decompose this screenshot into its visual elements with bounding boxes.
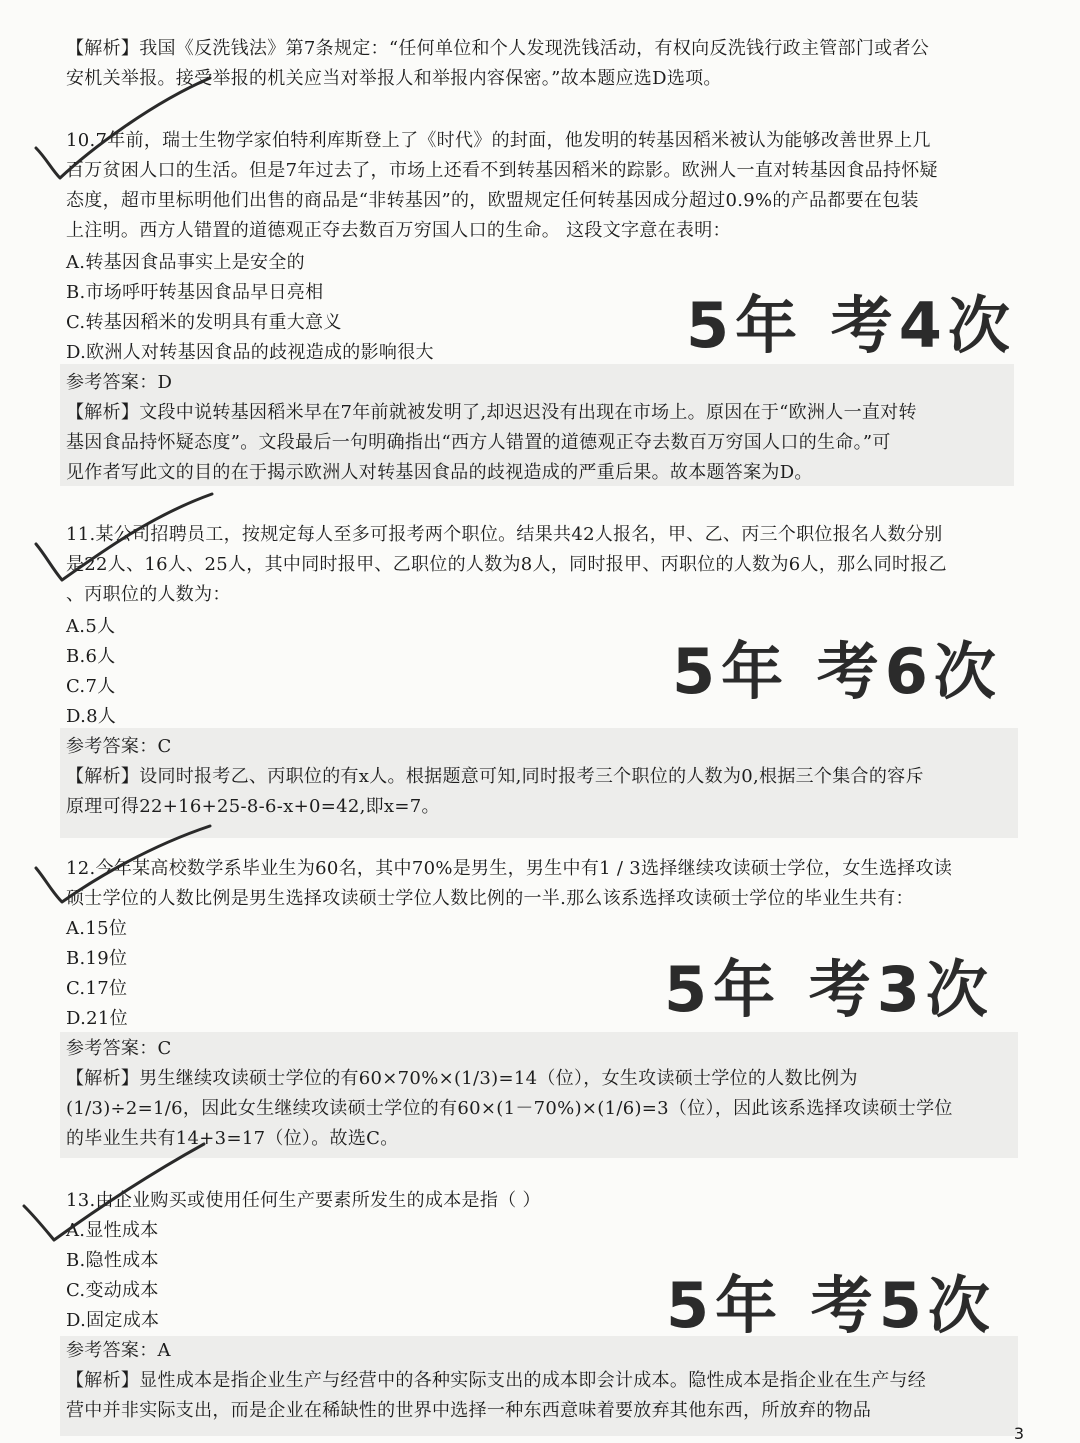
q12-handwritten-note: 5年 考3次	[664, 953, 994, 1026]
q13-analysis-line: 【解析】显性成本是指企业生产与经营中的各种实际支出的成本即会计成本。隐性成本是指企业在生产与经	[66, 1370, 927, 1391]
q10-answer: 参考答案：D	[66, 372, 173, 393]
q13-stem-line: 13.由企业购买或使用任何生产要素所发生的成本是指（ ）	[66, 1190, 541, 1211]
q13-handwritten-note: 5年 考5次	[666, 1269, 996, 1342]
q11-option-c: C.7人	[66, 676, 116, 697]
q12-option-b: B.19位	[66, 948, 128, 969]
q10-stem-line: 10.7年前，瑞士生物学家伯特利库斯登上了《时代》的封面，他发明的转基因稻米被认为能够改善世界上几	[66, 130, 931, 151]
q11-stem-line: 是22人、16人、25人，其中同时报甲、乙职位的人数为8人，同时报甲、丙职位的人数为6人，那么同时报乙	[66, 554, 947, 575]
q11-option-b: B.6人	[66, 646, 116, 667]
q11-answer: 参考答案：C	[66, 736, 172, 757]
q12-stem-line: 12.今年某高校数学系毕业生为60名，其中70%是男生，男生中有1 / 3选择继续攻读硕士学位，女生选择攻读	[66, 858, 953, 879]
q13-option-a: A.显性成本	[66, 1220, 159, 1241]
q13-option-d: D.固定成本	[66, 1310, 160, 1331]
q10-analysis-line: 基因食品持怀疑态度”。文段最后一句明确指出“西方人错置的道德观正夺去数百万穷国人口的生命。”可	[66, 432, 891, 453]
q12-option-c: C.17位	[66, 978, 128, 999]
q11-handwritten-note: 5年 考6次	[672, 635, 1002, 708]
q10-option-a: A.转基因食品事实上是安全的	[66, 252, 305, 273]
q13-option-c: C.变动成本	[66, 1280, 159, 1301]
q10-stem-line: 百万贫困人口的生活。但是7年过去了，市场上还看不到转基因稻米的踪影。欧洲人一直对转基因食品持怀疑	[66, 160, 938, 181]
prev-analysis-line: 安机关举报。接受举报的机关应当对举报人和举报内容保密。”故本题应选D选项。	[66, 68, 722, 89]
q11-option-d: D.8人	[66, 706, 117, 727]
q10-analysis-line: 【解析】文段中说转基因稻米早在7年前就被发明了,却迟迟没有出现在市场上。原因在于“欧洲人一直对转	[66, 402, 917, 423]
prev-analysis-line: 【解析】我国《反洗钱法》第7条规定：“任何单位和个人发现洗钱活动，有权向反洗钱行政主管部门或者公	[66, 38, 930, 59]
q11-stem-line: 、丙职位的人数为：	[66, 584, 231, 605]
q10-stem-line: 态度，超市里标明他们出售的商品是“非转基因”的，欧盟规定任何转基因成分超过0.9%的产品都要在包装	[66, 190, 919, 211]
q11-analysis-line: 【解析】设同时报考乙、丙职位的有x人。根据题意可知,同时报考三个职位的人数为0,根据三个集合的容斥	[66, 766, 924, 787]
page-number: 3	[1013, 1424, 1024, 1443]
q10-option-b: B.市场呼吁转基因食品早日亮相	[66, 282, 324, 303]
q13-answer: 参考答案：A	[66, 1340, 171, 1361]
q10-option-c: C.转基因稻米的发明具有重大意义	[66, 312, 342, 333]
q12-answer: 参考答案：C	[66, 1038, 172, 1059]
q11-analysis-line: 原理可得22+16+25-8-6-x+0=42,即x=7。	[66, 796, 440, 817]
q10-stem-line: 上注明。西方人错置的道德观正夺去数百万穷国人口的生命。 这段文字意在表明：	[66, 220, 731, 241]
q13-analysis-line: 营中并非实际支出，而是企业在稀缺性的世界中选择一种东西意味着要放弃其他东西，所放弃的物品	[66, 1400, 872, 1421]
q12-analysis-line: 的毕业生共有14+3=17（位）。故选C。	[66, 1128, 399, 1149]
q12-option-a: A.15位	[66, 918, 128, 939]
q12-option-d: D.21位	[66, 1008, 128, 1029]
q10-option-d: D.欧洲人对转基因食品的歧视造成的影响很大	[66, 342, 434, 363]
q12-analysis-line: 【解析】男生继续攻读硕士学位的有60×70%×(1/3)=14（位），女生攻读硕士学位的人数比例为	[66, 1068, 858, 1089]
q12-stem-line: 硕士学位的人数比例是男生选择攻读硕士学位人数比例的一半.那么该系选择攻读硕士学位的毕业生共有：	[66, 888, 914, 909]
q10-handwritten-note: 5年 考4次	[686, 289, 1016, 362]
q13-option-b: B.隐性成本	[66, 1250, 159, 1271]
q10-analysis-line: 见作者写此文的目的在于揭示欧洲人对转基因食品的歧视造成的严重后果。故本题答案为D。	[66, 462, 813, 483]
q11-stem-line: 11.某公司招聘员工，按规定每人至多可报考两个职位。结果共42人报名，甲、乙、丙三个职位报名人数分别	[66, 524, 943, 545]
q12-analysis-line: (1/3)÷2=1/6，因此女生继续攻读硕士学位的有60×(1－70%)×(1/6)=3（位），因此该系选择攻读硕士学位	[66, 1098, 953, 1119]
q11-option-a: A.5人	[66, 616, 116, 637]
